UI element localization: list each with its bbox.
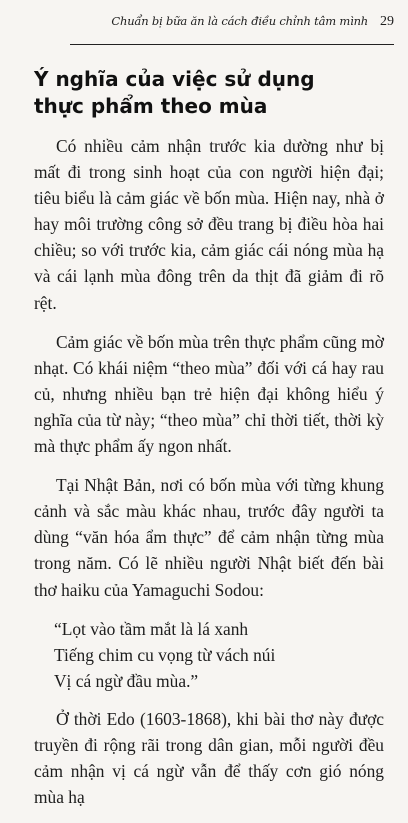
page-number: 29 <box>380 14 394 29</box>
paragraph-2: Cảm giác về bốn mùa trên thực phẩm cũng mờ nhạt. Có khái niệm “theo mùa” đối với cá hay rau củ, nhưng nhiều bạn trẻ hiện đại không hiểu ý nghĩa của từ này; “theo mùa” chỉ thời tiết, thời kỳ mà thực phẩm ấy ngon nhất. <box>34 331 384 457</box>
section-heading: Ý nghĩa của việc sử dụng thực phẩm theo mùa <box>34 67 315 118</box>
body-text <box>34 133 384 823</box>
running-header <box>70 14 394 45</box>
paragraph-4: Ở thời Edo (1603-1868), khi bài thơ này được truyền đi rộng rãi trong dân gian, mỗi người đều cảm nhận vị cá ngừ vẫn để thấy cơn gió nóng mùa hạ <box>34 708 384 807</box>
running-header-title: Chuẩn bị bữa ăn là cách điều chỉnh tâm mình <box>111 14 368 28</box>
poem-line-1: “Lọt vào tầm mắt là lá xanh <box>54 618 249 639</box>
paragraph-3: Tại Nhật Bản, nơi có bốn mùa với từng khung cảnh và sắc màu khác nhau, trước đây người ta dùng “văn hóa ẩm thực” để cảm nhận từng mùa trong năm. Có lẽ nhiều người Nhật biết đến bài thơ haiku của Yamaguchi Sodou: <box>34 475 384 600</box>
poem-line-2: Tiếng chim cu vọng từ vách núi <box>54 644 276 665</box>
paragraph-1: Có nhiều cảm nhận trước kia dường như bị mất đi trong sinh hoạt của con người hiện đại; tiêu biểu là cảm giác về bốn mùa. Hiện nay, nhà ở hay môi trường công sở đều trang bị điều hòa hai chiều; so với trước kia, cảm giác cái nóng mùa hạ và cái lạnh mùa đông trên da thịt đã giảm đi rõ rệt. <box>34 136 384 313</box>
haiku-poem <box>34 616 384 694</box>
poem-line-3: Vị cá ngừ đầu mùa.” <box>54 670 199 691</box>
